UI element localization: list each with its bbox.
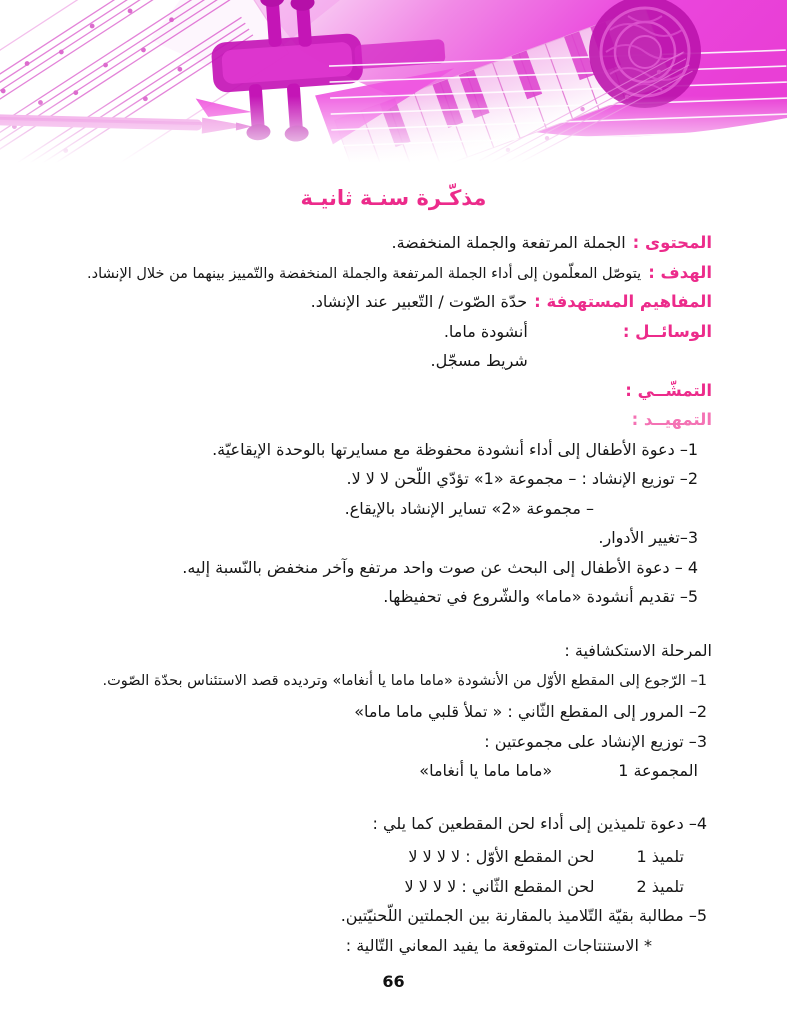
warmup-step-5: 5– تقديم أنشودة «ماما» والشّروع في تحفيظها. [383, 587, 698, 606]
warmup-step-1: 1– دعوة الأطفال إلى أداء أنشودة محفوظة مع مسايرتها بالوحدة الإيقاعيّة. [212, 439, 698, 459]
student1-label: تلميذ 1 [636, 847, 684, 866]
concepts-text: حدّة الصّوت / التّعبير عند الإنشاد. [310, 292, 528, 311]
music-collage-illustration [0, 0, 787, 163]
warmup-step-4: 4 – دعوة الأطفال إلى البحث عن صوت واحد مرتفع وآخر منخفض بالنّسبة إليه. [182, 557, 698, 577]
exploration-step-4: 4– دعوة تلميذين إلى أداء لحن المقطعين كما يلي : [372, 813, 707, 833]
rosette-icon [589, 0, 701, 108]
materials-row [30, 317, 712, 376]
lesson-body [0, 228, 787, 960]
warmup-step-2: 2– توزيع الإنشاد : – مجموعة «1» تؤدّي اللّحن لا لا لا. [346, 469, 698, 488]
header-fade [0, 96, 787, 163]
group1-text: «ماما ماما يا أنغاما» [419, 761, 553, 780]
content-text: الجملة المرتفعة والجملة المنخفضة. [391, 233, 626, 252]
meta-line-concepts [30, 287, 712, 317]
student2-label: تلميذ 2 [636, 876, 684, 896]
goal-label: الهدف : [648, 262, 712, 282]
student2-row [30, 872, 712, 902]
warmup-step-3: 3–تغيير الأدوار. [598, 528, 698, 547]
materials-items [430, 317, 527, 376]
meta-line-content [30, 228, 712, 258]
meta-line-goal [30, 258, 712, 288]
page-title: مذكّـرة سنـة ثانيـة [300, 186, 487, 210]
section-gap [30, 786, 712, 809]
exploration-step-3: 3– توزيع الإنشاد على مجموعتين : [484, 731, 707, 751]
exploration-step-1: 1– الرّجوع إلى المقطع الأوّل من الأنشودة «ماما ماما يا أنغاما» وترديده قصد الاستئناس بحدّة الصّوت. [102, 673, 707, 689]
page-number: 66 [382, 972, 405, 991]
concepts-label: المفاهيم المستهدفة : [534, 292, 712, 311]
student2-text: لحن المقطع الثّاني : لا لا لا لا [404, 876, 595, 896]
goal-text: يتوصّل المعلّمون إلى أداء الجملة المرتفعة والجملة المنخفضة والتّمييز بينهما من خلال الإنشاد. [87, 265, 642, 282]
material-item: أنشودة ماما. [443, 321, 528, 341]
exploration-step-5: 5– مطالبة بقيّة التّلاميذ بالمقارنة بين الجملتين اللّحنيّتين. [340, 906, 707, 925]
content-label: المحتوى : [632, 233, 712, 252]
exploration-heading: المرحلة الاستكشافية : [564, 640, 712, 660]
material-item: شريط مسجّل. [430, 351, 528, 370]
header-music-collage [0, 0, 787, 163]
group1-label: المجموعة 1 [618, 761, 698, 780]
materials-label: الوسائــل : [622, 321, 712, 341]
approach-heading [30, 376, 712, 406]
section-gap [30, 612, 712, 636]
student1-text: لحن المقطع الأوّل : لا لا لا لا [408, 847, 595, 866]
group1-row [30, 756, 712, 786]
warmup-step-2b: – مجموعة «2» تساير الإنشاد بالإيقاع. [344, 498, 594, 518]
approach-heading-text: التمشّــي : [625, 380, 712, 400]
warmup-heading-text: التمهيــد : [631, 410, 712, 429]
student1-row [30, 842, 712, 872]
expected-conclusions: * الاستنتاجات المتوقعة ما يفيد المعاني التّالية : [345, 935, 652, 955]
exploration-step-2: 2– المرور إلى المقطع الثّاني : « تملأ قلبي ماما ماما» [354, 702, 707, 721]
warmup-heading [30, 405, 712, 435]
